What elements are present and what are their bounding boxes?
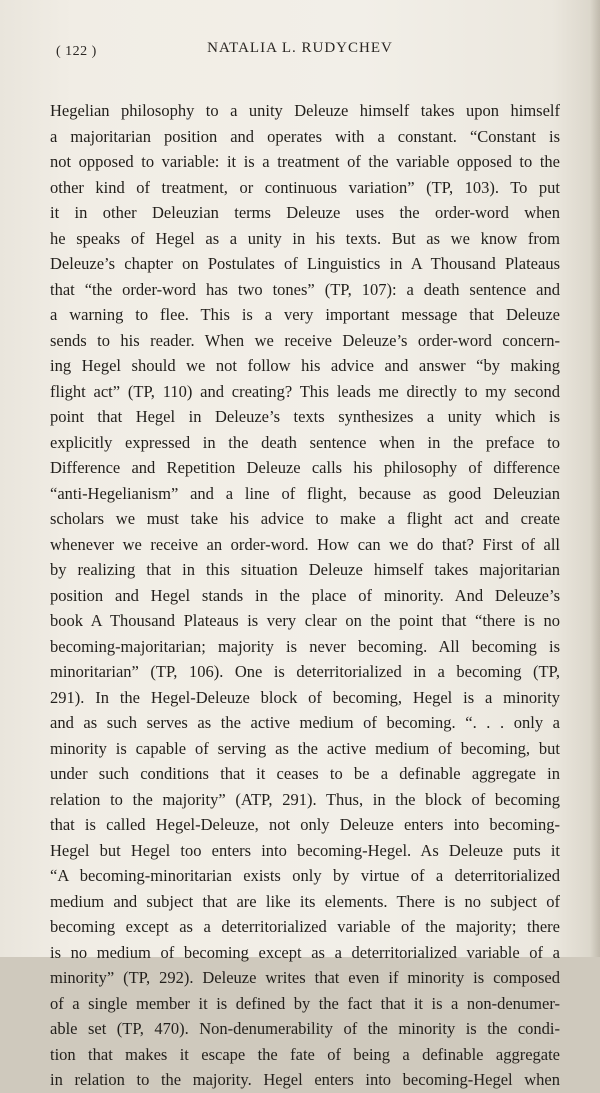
text-line: that is called Hegel-Deleuze, not only Deleuze enters into becoming- <box>50 815 560 834</box>
text-line: other kind of treatment, or continuous variation” (TP, 103). To put <box>50 177 560 197</box>
text-line: minoritarian” (TP, 106). One is deterritorialized in a becoming (TP, <box>50 662 560 681</box>
text-line: whenever we receive an order-word. How can we do that? First of all <box>50 534 560 554</box>
page-edge-shadow <box>590 0 600 957</box>
text-line: not opposed to variable: it is a treatment of the variable opposed to the <box>50 152 560 171</box>
text-line: ing Hegel should we not follow his advice and answer “by making <box>50 356 560 375</box>
text-line: that “the order-word has two tones” (TP, 107): a death sentence and <box>50 279 560 299</box>
text-line: Hegelian philosophy to a unity Deleuze himself takes upon himself <box>50 101 560 120</box>
text-line: able set (TP, 470). Non-denumerability of the minority is the condi- <box>50 1019 560 1038</box>
text-line: a warning to flee. This is a very important message that Deleuze <box>50 305 560 324</box>
text-line: relation to the majority” (ATP, 291). Thus, in the block of becoming <box>50 789 560 809</box>
running-author: NATALIA L. RUDYCHEV <box>207 40 393 56</box>
text-line: 291). In the Hegel-Deleuze block of becoming, Hegel is a minority <box>50 687 560 707</box>
text-line: sends to his reader. When we receive Deleuze’s order-word concern- <box>50 330 560 350</box>
text-line: explicitly expressed in the death sentence when in the preface to <box>50 432 560 452</box>
text-line: Difference and Repetition Deleuze calls his philosophy of difference <box>50 458 560 477</box>
text-line: “anti-Hegelianism” and a line of flight, because as good Deleuzian <box>50 483 560 503</box>
text-line: “A becoming-minoritarian exists only by virtue of a deterritorialized <box>50 866 560 885</box>
text-line: becoming except as a deterritorialized variable of the majority; there <box>50 917 560 936</box>
text-line: position and Hegel stands in the place of minority. And Deleuze’s <box>50 585 560 605</box>
text-line: point that Hegel in Deleuze’s texts synthesizes a unity which is <box>50 407 560 426</box>
text-line: he speaks of Hegel as a unity in his texts. But as we know from <box>50 228 560 248</box>
text-line: scholars we must take his advice to make a flight act and create <box>50 509 560 528</box>
text-line: tion that makes it escape the fate of being a definable aggregate <box>50 1044 560 1064</box>
text-line: minority is capable of serving as the active medium of becoming, but <box>50 738 560 758</box>
text-line: becoming-majoritarian; majority is never becoming. All becoming is <box>50 636 560 656</box>
text-line: Hegel but Hegel too enters into becoming-Hegel. As Deleuze puts it <box>50 840 560 860</box>
text-line: it in other Deleuzian terms Deleuze uses the order-word when <box>50 203 560 222</box>
text-line: and as such serves as the active medium of becoming. “. . . only a <box>50 713 560 732</box>
text-line: flight act” (TP, 110) and creating? This leads me directly to my second <box>50 381 560 401</box>
text-line: in relation to the majority. Hegel enters into becoming-Hegel when <box>50 1070 560 1089</box>
body-text <box>50 98 560 1093</box>
text-line: by realizing that in this situation Deleuze himself takes majoritarian <box>50 560 560 579</box>
text-line: Deleuze’s chapter on Postulates of Linguistics in A Thousand Plateaus <box>50 254 560 273</box>
page-number: ( 122 ) <box>56 44 97 59</box>
text-line: book A Thousand Plateaus is very clear on the point that “there is no <box>50 611 560 630</box>
text-line: of a single member it is defined by the fact that it is a non-denumer- <box>50 993 560 1013</box>
text-line: medium and subject that are like its elements. There is no subject of <box>50 891 560 911</box>
text-line: under such conditions that it ceases to be a definable aggregate in <box>50 764 560 783</box>
text-line: is no medium of becoming except as a deterritorialized variable of a <box>50 942 560 962</box>
running-head <box>46 40 554 64</box>
text-line: a majoritarian position and operates with a constant. “Constant is <box>50 126 560 146</box>
text-line: minority” (TP, 292). Deleuze writes that even if minority is composed <box>50 968 560 987</box>
